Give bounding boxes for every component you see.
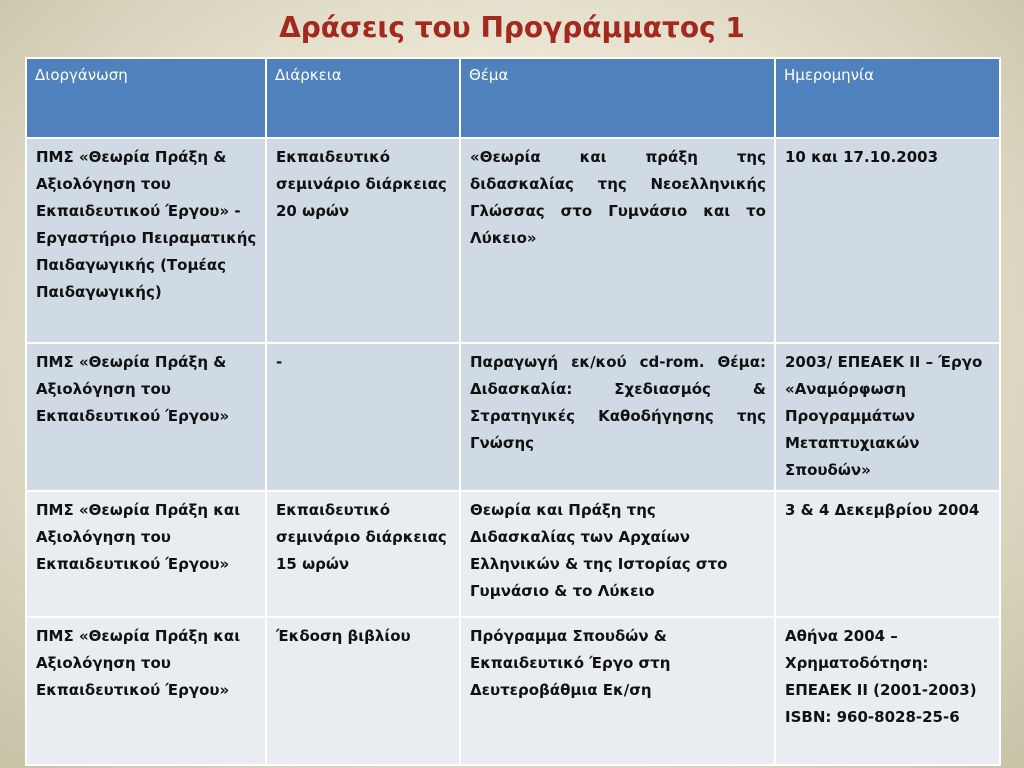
table-row [26,617,1000,765]
cell-organizer: ΠΜΣ «Θεωρία Πράξη και Αξιολόγηση του Εκπαιδευτικού Έργου» [26,491,266,617]
table-row [26,491,1000,617]
cell-topic: Θεωρία και Πράξη της Διδασκαλίας των Αρχαίων Ελληνικών & της Ιστορίας στο Γυμνάσιο & το Λύκειο [460,491,775,617]
table-header-row [26,58,1000,138]
cell-date: 3 & 4 Δεκεμβρίου 2004 [775,491,1000,617]
cell-topic: Πρόγραμμα Σπουδών & Εκπαιδευτικό Έργο στη Δευτεροβάθμια Εκ/ση [460,617,775,765]
cell-date [775,617,1000,765]
cell-date: 10 και 17.10.2003 [775,138,1000,343]
cell-duration: Εκπαιδευτικό σεμινάριο διάρκειας 15 ωρών [266,491,460,617]
cell-date: 2003/ ΕΠΕΑΕΚ ΙΙ – Έργο «Αναμόρφωση Προγραμμάτων Μεταπτυχιακών Σπουδών» [775,343,1000,491]
cell-organizer: ΠΜΣ «Θεωρία Πράξη & Αξιολόγηση του Εκπαιδευτικού Έργου» [26,343,266,491]
cell-topic: «Θεωρία και πράξη της διδασκαλίας της Νεοελληνικής Γλώσσας στο Γυμνάσιο και το Λύκειο» [460,138,775,343]
header-topic: Θέμα [460,58,775,138]
header-date: Ημερομηνία [775,58,1000,138]
cell-organizer: ΠΜΣ «Θεωρία Πράξη και Αξιολόγηση του Εκπαιδευτικού Έργου» [26,617,266,765]
cell-duration: Εκπαιδευτικό σεμινάριο διάρκειας 20 ωρών [266,138,460,343]
slide-title: Δράσεις του Προγράμματος 1 [279,11,745,44]
table-row [26,138,1000,343]
isbn-text: ISBN: 960-8028-25-6 [785,708,960,726]
actions-table [25,57,1001,766]
cell-topic: Παραγωγή εκ/κού cd-rom. Θέμα: Διδασκαλία: Σχεδιασμός & Στρατηγικές Καθοδήγησης της Γνώσης [460,343,775,491]
cell-organizer: ΠΜΣ «Θεωρία Πράξη & Αξιολόγηση του Εκπαιδευτικού Έργου» - Εργαστήριο Πειραματικής Παιδαγωγικής (Τομέας Παιδαγωγικής) [26,138,266,343]
table-row [26,343,1000,491]
header-duration: Διάρκεια [266,58,460,138]
date-text: Αθήνα 2004 – Χρηματοδότηση: ΕΠΕΑΕΚ ΙΙ (2001-2003) [785,627,977,699]
header-organizer: Διοργάνωση [26,58,266,138]
cell-duration: - [266,343,460,491]
cell-duration: Έκδοση βιβλίου [266,617,460,765]
